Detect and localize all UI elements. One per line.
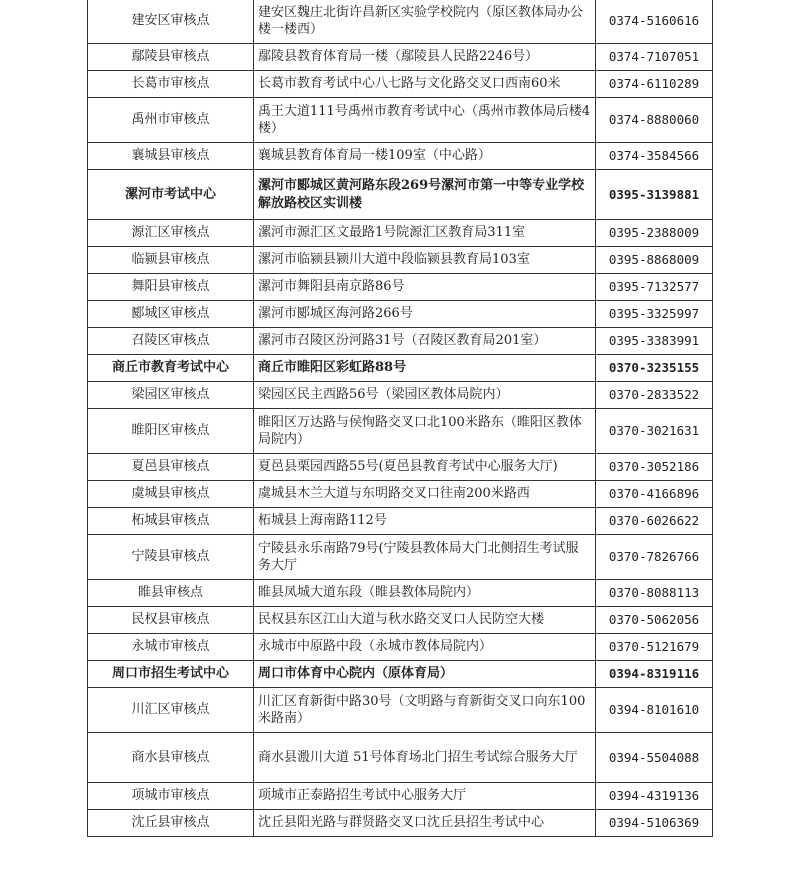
phone-cell: 0370-3052186 [596, 454, 713, 481]
phone-cell: 0395-3139881 [596, 170, 713, 220]
table-row [88, 783, 713, 810]
phone-cell: 0370-3235155 [596, 355, 713, 382]
site-name-cell: 召陵区审核点 [88, 328, 254, 355]
phone-cell: 0370-6026622 [596, 508, 713, 535]
address-cell: 商丘市睢阳区彩虹路88号 [254, 355, 596, 382]
address-cell: 建安区魏庄北街许昌新区实验学校院内（原区教体局办公楼一楼西） [254, 0, 596, 44]
phone-cell: 0374-8880060 [596, 98, 713, 143]
site-name-cell: 周口市招生考试中心 [88, 661, 254, 688]
address-cell: 项城市正泰路招生考试中心服务大厅 [254, 783, 596, 810]
site-name-cell: 襄城县审核点 [88, 143, 254, 170]
site-name-cell: 夏邑县审核点 [88, 454, 254, 481]
address-cell: 柘城县上海南路112号 [254, 508, 596, 535]
table-row [88, 409, 713, 454]
table-row [88, 508, 713, 535]
site-name-cell: 永城市审核点 [88, 634, 254, 661]
table-row [88, 170, 713, 220]
site-name-cell: 郾城区审核点 [88, 301, 254, 328]
site-name-cell: 源汇区审核点 [88, 220, 254, 247]
phone-cell: 0394-5504088 [596, 733, 713, 783]
table-row [88, 810, 713, 837]
table-row [88, 481, 713, 508]
table-row [88, 355, 713, 382]
table-row [88, 634, 713, 661]
table-row [88, 688, 713, 733]
address-cell: 川汇区育新街中路30号（文明路与育新街交叉口向东100米路南） [254, 688, 596, 733]
phone-cell: 0374-5160616 [596, 0, 713, 44]
address-cell: 民权县东区江山大道与秋水路交叉口人民防空大楼 [254, 607, 596, 634]
phone-cell: 0394-8101610 [596, 688, 713, 733]
address-cell: 周口市体育中心院内（原体育局） [254, 661, 596, 688]
site-name-cell: 建安区审核点 [88, 0, 254, 44]
phone-cell: 0394-5106369 [596, 810, 713, 837]
address-cell: 漯河市郾城区黄河路东段269号漯河市第一中等专业学校解放路校区实训楼 [254, 170, 596, 220]
table-row [88, 535, 713, 580]
phone-cell: 0395-2388009 [596, 220, 713, 247]
table-row [88, 247, 713, 274]
site-name-cell: 民权县审核点 [88, 607, 254, 634]
table-row [88, 220, 713, 247]
table-row [88, 328, 713, 355]
table-row [88, 71, 713, 98]
phone-cell: 0370-8088113 [596, 580, 713, 607]
address-cell: 睢阳区万达路与侯恂路交叉口北100米路东（睢阳区教体局院内） [254, 409, 596, 454]
table-row [88, 44, 713, 71]
site-name-cell: 商丘市教育考试中心 [88, 355, 254, 382]
site-name-cell: 柘城县审核点 [88, 508, 254, 535]
address-cell: 梁园区民主西路56号（梁园区教体局院内） [254, 382, 596, 409]
address-cell: 宁陵县永乐南路79号(宁陵县教体局大门北侧招生考试服务大厅 [254, 535, 596, 580]
site-name-cell: 舞阳县审核点 [88, 274, 254, 301]
table-row [88, 454, 713, 481]
site-name-cell: 鄢陵县审核点 [88, 44, 254, 71]
phone-cell: 0370-5121679 [596, 634, 713, 661]
address-cell: 漯河市郾城区海河路266号 [254, 301, 596, 328]
site-name-cell: 漯河市考试中心 [88, 170, 254, 220]
table-row [88, 274, 713, 301]
address-cell: 虞城县木兰大道与东明路交叉口往南200米路西 [254, 481, 596, 508]
site-name-cell: 梁园区审核点 [88, 382, 254, 409]
table-row [88, 733, 713, 783]
phone-cell: 0374-7107051 [596, 44, 713, 71]
phone-cell: 0370-5062056 [596, 607, 713, 634]
phone-cell: 0374-6110289 [596, 71, 713, 98]
phone-cell: 0395-3383991 [596, 328, 713, 355]
address-cell: 襄城县教育体育局一楼109室（中心路） [254, 143, 596, 170]
table-row [88, 382, 713, 409]
address-cell: 漯河市舞阳县南京路86号 [254, 274, 596, 301]
table-row [88, 580, 713, 607]
site-name-cell: 川汇区审核点 [88, 688, 254, 733]
table-row [88, 661, 713, 688]
address-cell: 商水县溵川大道 51号体育场北门招生考试综合服务大厅 [254, 733, 596, 783]
phone-cell: 0370-7826766 [596, 535, 713, 580]
table-row [88, 0, 713, 44]
phone-cell: 0370-4166896 [596, 481, 713, 508]
table-body [88, 0, 713, 837]
phone-cell: 0394-8319116 [596, 661, 713, 688]
address-cell: 睢县凤城大道东段（睢县教体局院内） [254, 580, 596, 607]
site-name-cell: 睢县审核点 [88, 580, 254, 607]
site-name-cell: 商水县审核点 [88, 733, 254, 783]
site-name-cell: 长葛市审核点 [88, 71, 254, 98]
phone-cell: 0374-3584566 [596, 143, 713, 170]
site-name-cell: 睢阳区审核点 [88, 409, 254, 454]
address-cell: 沈丘县阳光路与群贤路交叉口沈丘县招生考试中心 [254, 810, 596, 837]
phone-cell: 0370-3021631 [596, 409, 713, 454]
site-name-cell: 沈丘县审核点 [88, 810, 254, 837]
review-sites-table [87, 0, 713, 837]
address-cell: 禹王大道111号禹州市教育考试中心（禹州市教体局后楼4楼） [254, 98, 596, 143]
site-name-cell: 虞城县审核点 [88, 481, 254, 508]
table-row [88, 607, 713, 634]
address-cell: 漯河市源汇区文最路1号院源汇区教育局311室 [254, 220, 596, 247]
phone-cell: 0370-2833522 [596, 382, 713, 409]
phone-cell: 0394-4319136 [596, 783, 713, 810]
address-cell: 鄢陵县教育体育局一楼（鄢陵县人民路2246号） [254, 44, 596, 71]
address-cell: 长葛市教育考试中心八七路与文化路交叉口西南60米 [254, 71, 596, 98]
phone-cell: 0395-7132577 [596, 274, 713, 301]
table-row [88, 98, 713, 143]
address-cell: 夏邑县栗园西路55号(夏邑县教育考试中心服务大厅) [254, 454, 596, 481]
phone-cell: 0395-8868009 [596, 247, 713, 274]
table-row [88, 301, 713, 328]
site-name-cell: 禹州市审核点 [88, 98, 254, 143]
address-cell: 永城市中原路中段（永城市教体局院内） [254, 634, 596, 661]
address-cell: 漯河市临颍县颍川大道中段临颍县教育局103室 [254, 247, 596, 274]
table-row [88, 143, 713, 170]
site-name-cell: 项城市审核点 [88, 783, 254, 810]
address-cell: 漯河市召陵区汾河路31号（召陵区教育局201室） [254, 328, 596, 355]
site-name-cell: 临颍县审核点 [88, 247, 254, 274]
site-name-cell: 宁陵县审核点 [88, 535, 254, 580]
phone-cell: 0395-3325997 [596, 301, 713, 328]
